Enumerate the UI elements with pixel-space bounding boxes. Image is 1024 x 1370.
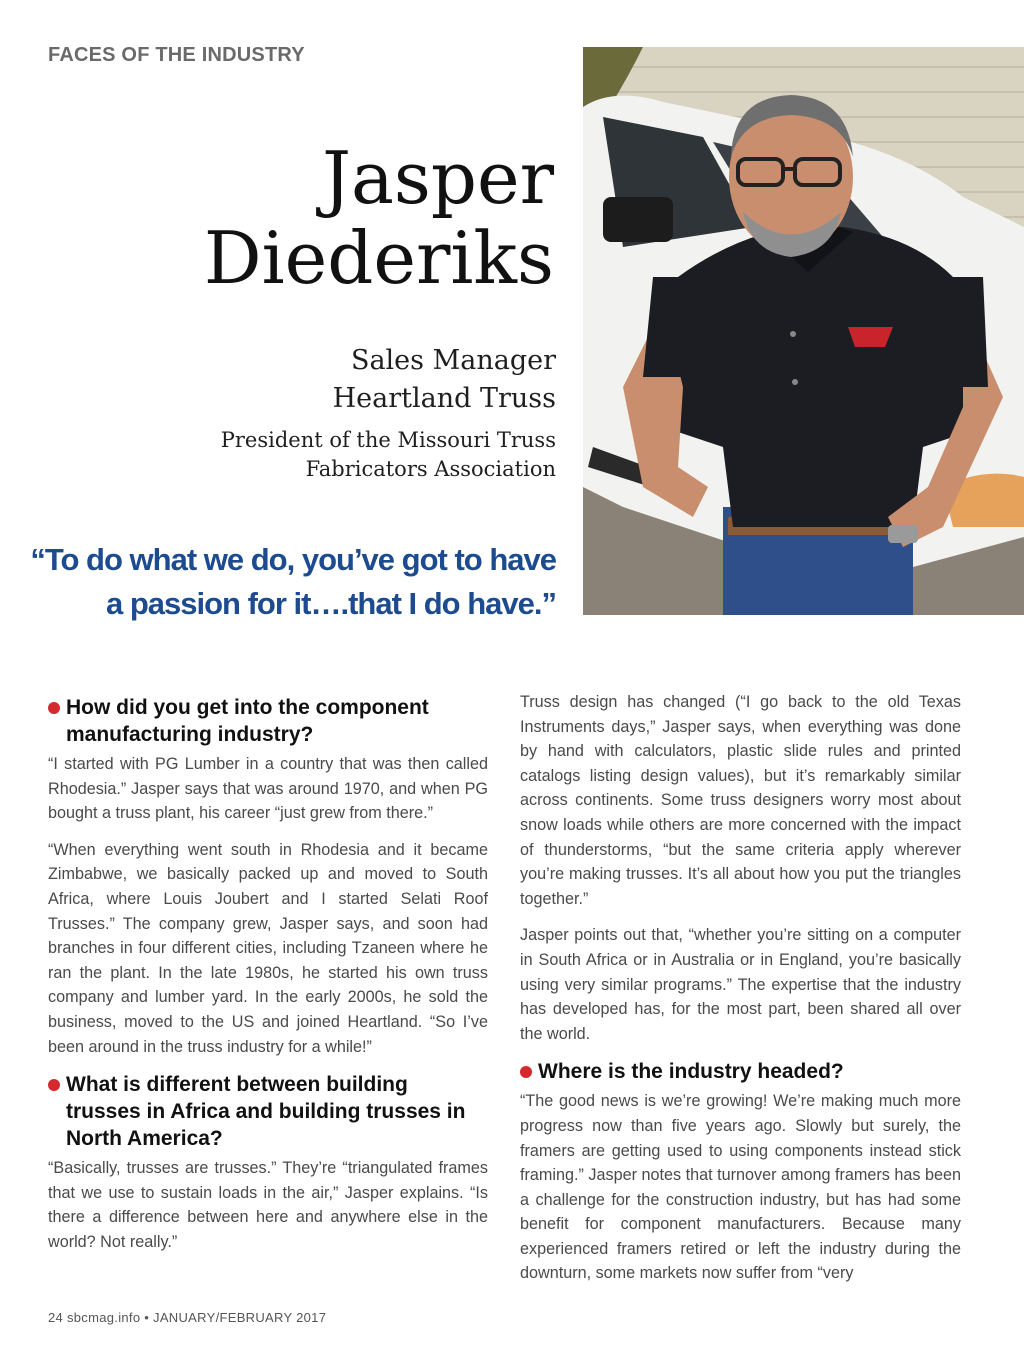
title-line-3: President of the Missouri Truss: [220, 428, 556, 452]
last-name: Diederiks: [203, 216, 554, 300]
bullet-icon: [520, 1066, 532, 1078]
question-1-text: How did you get into the component manufacturing industry?: [66, 696, 429, 746]
question-2-text: What is different between building trusses in Africa and building trusses in North America?: [66, 1073, 466, 1151]
page-footer: 24 sbcmag.info • JANUARY/FEBRUARY 2017: [48, 1310, 327, 1325]
title-line-4: Fabricators Association: [305, 457, 556, 481]
portrait-photo: [583, 47, 1024, 615]
job-titles: [221, 342, 556, 484]
question-3-text: Where is the industry headed?: [538, 1060, 844, 1084]
title-line-2: Heartland Truss: [332, 383, 556, 414]
left-column: [48, 690, 488, 1267]
question-3: [520, 1058, 961, 1085]
right-column: [520, 690, 961, 1298]
paragraph: “When everything went south in Rhodesia and it became Zimbabwe, we basically packed up and moved to South Africa, where Louis Joubert and I started Selati Roof Trusses.” The company grew, Jasper says, and soon had branches in four different cities, including Tzaneen where he ran the plant. In the late 1980s, he started his own truss company and lumber yard. In the early 2000s, he sold the business, moved to the US and joined Heartland. “So I’ve been around in the truss industry for a while!”: [48, 840, 488, 1056]
pull-quote-line-1: “To do what we do, you’ve got to have: [30, 542, 556, 577]
question-1: [48, 694, 488, 748]
bullet-icon: [48, 1079, 60, 1091]
bullet-icon: [48, 702, 60, 714]
pull-quote-line-2: a passion for it….that I do have.”: [105, 586, 556, 621]
title-line-1: Sales Manager: [350, 345, 556, 376]
paragraph: “I started with PG Lumber in a country that was then called Rhodesia.” Jasper says that was around 1970, and when PG bought a truss plant, his career “just grew from there.”: [48, 755, 488, 823]
portrait-illustration: [583, 47, 1024, 615]
pull-quote: [0, 538, 556, 626]
paragraph: Jasper points out that, “whether you’re sitting on a computer in South Africa or in Australia or in England, you’re basically using very similar programs.” The expertise that the industry has developed has, for the most part, been shared all over the world.: [520, 926, 961, 1043]
section-label: FACES OF THE INDUSTRY: [48, 44, 305, 66]
paragraph: Truss design has changed (“I go back to the old Texas Instruments days,” Jasper says, when everything was done by hand with calculators, plastic slide rules and printed catalogs listing design values), but it’s remarkably similar across continents. Some truss designers worry most about snow loads while others are more concerned with the impact of thunderstorms, “but the same criteria apply wherever you’re making trusses. It’s all about how you put the triangles together.”: [520, 693, 961, 908]
question-2: [48, 1071, 488, 1152]
paragraph: “The good news is we’re growing! We’re making much more progress now than five years ago. Slowly but surely, the framers are getting used to using components instead stick framing.” Jasper notes that turnover among framers has been a challenge for the construction industry, but has had some benefit for component manufacturers. Because many experienced framers retired or left the industry during the downturn, some markets now suffer from “very: [520, 1092, 961, 1283]
person-name: [204, 138, 554, 298]
paragraph: “Basically, trusses are trusses.” They’re “triangulated frames that we use to sustain loads in the air,” Jasper explains. “Is there a difference between here and anywhere else in the world? Not really.”: [48, 1159, 488, 1251]
first-name: Jasper: [322, 136, 554, 220]
